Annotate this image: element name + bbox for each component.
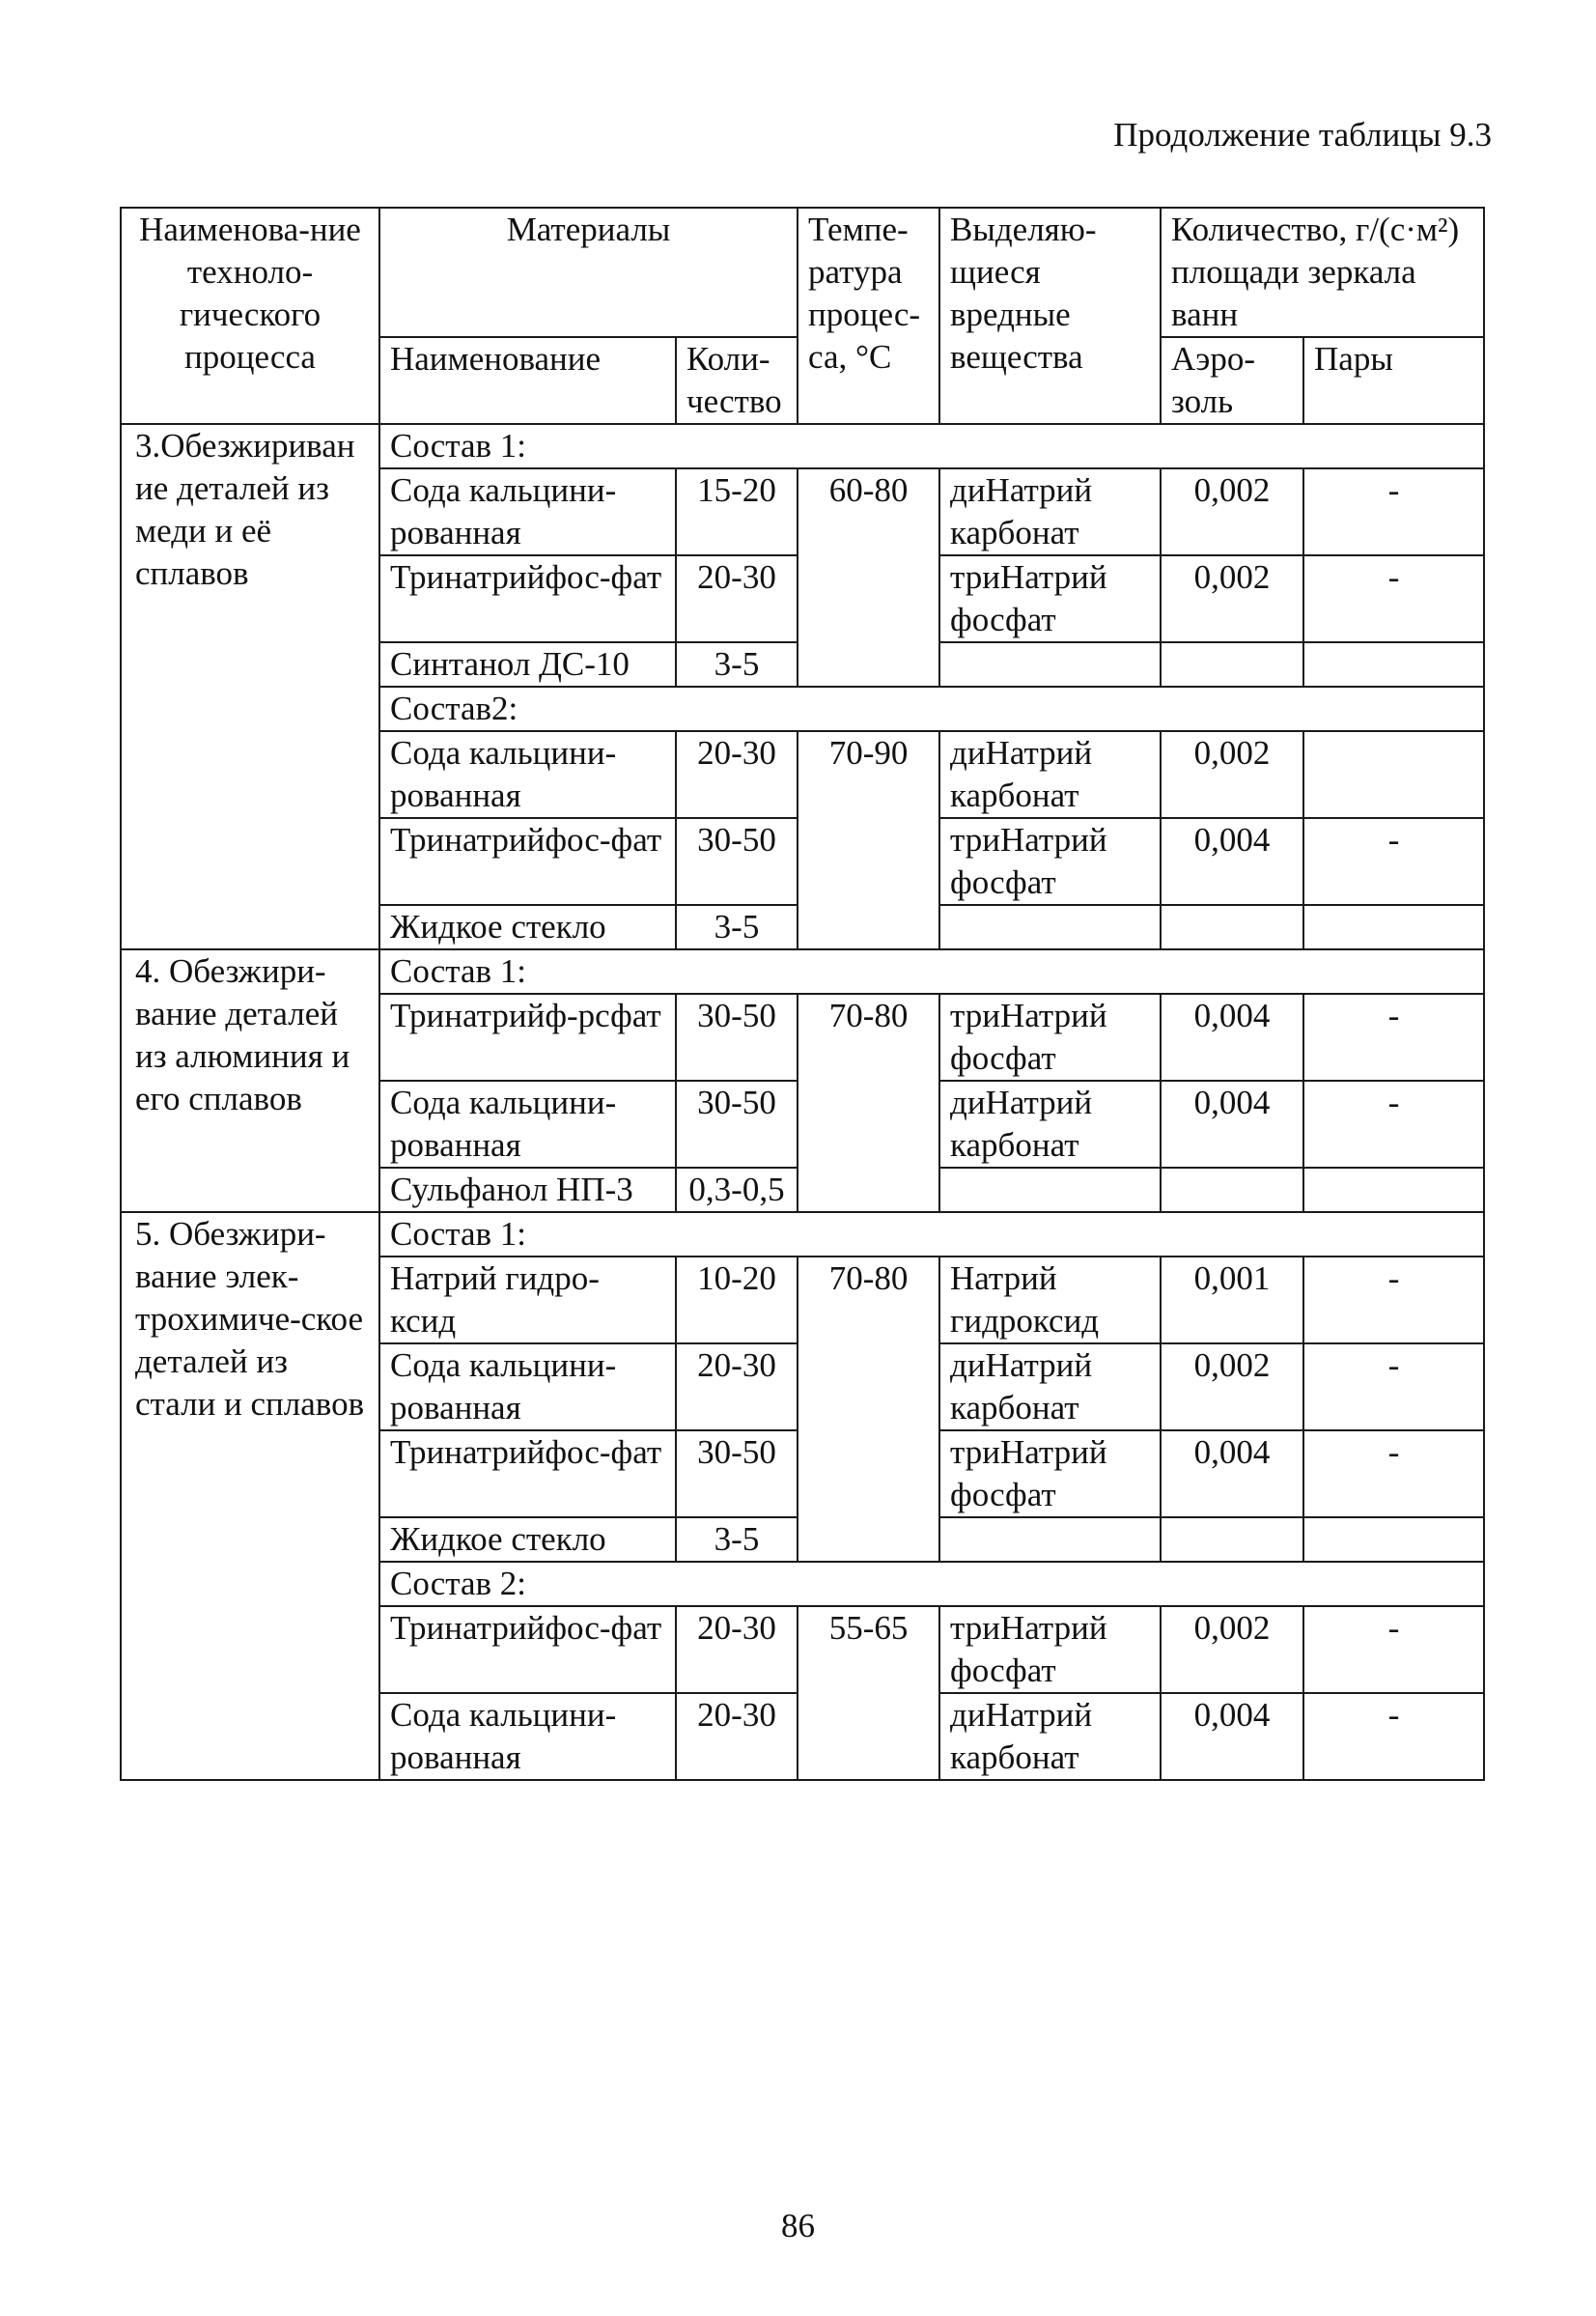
header-substances: Выделяю-щиеся вредные вещества — [939, 208, 1161, 424]
material-name: Тринатрийфос-фат — [379, 818, 676, 905]
header-process: Наименова-ние техноло-гического процесса — [121, 208, 379, 424]
vapors-value: - — [1303, 1257, 1484, 1343]
material-qty: 30-50 — [676, 1430, 798, 1517]
material-name: Синтанол ДС-10 — [379, 642, 676, 687]
material-name: Тринатрийфос-фат — [379, 1606, 676, 1693]
material-qty: 30-50 — [676, 818, 798, 905]
material-qty: 20-30 — [676, 555, 798, 642]
material-name: Тринатрийф-рсфат — [379, 994, 676, 1081]
material-qty: 20-30 — [676, 1606, 798, 1693]
aerosol-value: 0,002 — [1161, 1606, 1303, 1693]
vapors-value — [1303, 905, 1484, 949]
aerosol-value: 0,002 — [1161, 1343, 1303, 1430]
vapors-value: - — [1303, 1606, 1484, 1693]
vapors-value: - — [1303, 555, 1484, 642]
material-qty: 10-20 — [676, 1257, 798, 1343]
header-materials: Материалы — [379, 208, 798, 337]
material-name: Жидкое стекло — [379, 905, 676, 949]
vapors-value: - — [1303, 994, 1484, 1081]
harmful-substance: триНатрий фосфат — [939, 818, 1161, 905]
harmful-substance — [939, 1517, 1161, 1562]
harmful-substance — [939, 642, 1161, 687]
vapors-value: - — [1303, 468, 1484, 555]
aerosol-value: 0,002 — [1161, 555, 1303, 642]
aerosol-value: 0,002 — [1161, 468, 1303, 555]
material-name: Сода кальцини-рованная — [379, 1693, 676, 1780]
process-temperature: 70-90 — [798, 731, 939, 949]
aerosol-value: 0,004 — [1161, 818, 1303, 905]
process-name: 4. Обезжири-вание деталей из алюминия и его сплавов — [121, 949, 379, 1212]
material-name: Сода кальцини-рованная — [379, 1343, 676, 1430]
material-name: Сульфанол НП-3 — [379, 1168, 676, 1212]
vapors-value: - — [1303, 1081, 1484, 1168]
composition-title: Состав 1: — [379, 949, 1484, 994]
harmful-substance — [939, 1168, 1161, 1212]
composition-title: Состав 1: — [379, 1212, 1484, 1257]
aerosol-value: 0,004 — [1161, 1693, 1303, 1780]
aerosol-value — [1161, 1517, 1303, 1562]
material-name: Тринатрийфос-фат — [379, 555, 676, 642]
header-vapors: Пары — [1303, 337, 1484, 424]
material-qty: 30-50 — [676, 1081, 798, 1168]
material-name: Тринатрийфос-фат — [379, 1430, 676, 1517]
material-qty: 20-30 — [676, 1693, 798, 1780]
material-qty: 3-5 — [676, 905, 798, 949]
header-temperature: Темпе-ратура процес-са, °С — [798, 208, 939, 424]
materials-table — [120, 207, 1485, 1781]
page-number: 86 — [781, 2207, 815, 2245]
composition-title-row — [121, 424, 1484, 468]
aerosol-value — [1161, 1168, 1303, 1212]
vapors-value — [1303, 1168, 1484, 1212]
material-qty: 3-5 — [676, 642, 798, 687]
material-qty: 20-30 — [676, 731, 798, 818]
process-name: 5. Обезжири-вание элек-трохимиче-ское деталей из стали и сплавов — [121, 1212, 379, 1780]
composition-title-row — [121, 949, 1484, 994]
aerosol-value: 0,002 — [1161, 731, 1303, 818]
process-temperature: 60-80 — [798, 468, 939, 687]
harmful-substance: триНатрий фосфат — [939, 555, 1161, 642]
material-name: Сода кальцини-рованная — [379, 731, 676, 818]
header-aerosol: Аэро-золь — [1161, 337, 1303, 424]
header-material-name: Наименование — [379, 337, 676, 424]
vapors-value — [1303, 731, 1484, 818]
process-temperature: 70-80 — [798, 994, 939, 1212]
harmful-substance: триНатрий фосфат — [939, 1606, 1161, 1693]
composition-title: Состав 2: — [379, 1562, 1484, 1606]
material-qty: 30-50 — [676, 994, 798, 1081]
material-qty: 0,3-0,5 — [676, 1168, 798, 1212]
harmful-substance: диНатрий карбонат — [939, 1693, 1161, 1780]
header-material-qty: Коли-чество — [676, 337, 798, 424]
vapors-value: - — [1303, 1693, 1484, 1780]
material-name: Сода кальцини-рованная — [379, 468, 676, 555]
vapors-value — [1303, 642, 1484, 687]
composition-title: Состав 1: — [379, 424, 1484, 468]
vapors-value: - — [1303, 1430, 1484, 1517]
material-qty: 3-5 — [676, 1517, 798, 1562]
material-name: Жидкое стекло — [379, 1517, 676, 1562]
harmful-substance: триНатрий фосфат — [939, 994, 1161, 1081]
process-name: 3.Обезжиривание деталей из меди и её сплавов — [121, 424, 379, 949]
harmful-substance: диНатрий карбонат — [939, 731, 1161, 818]
material-qty: 20-30 — [676, 1343, 798, 1430]
material-name: Натрий гидро-ксид — [379, 1257, 676, 1343]
table-caption: Продолжение таблицы 9.3 — [1113, 116, 1492, 154]
aerosol-value — [1161, 905, 1303, 949]
aerosol-value: 0,004 — [1161, 1081, 1303, 1168]
harmful-substance: диНатрий карбонат — [939, 1081, 1161, 1168]
composition-title-row — [121, 1212, 1484, 1257]
harmful-substance: триНатрий фосфат — [939, 1430, 1161, 1517]
header-row-1 — [121, 208, 1484, 337]
aerosol-value: 0,004 — [1161, 1430, 1303, 1517]
harmful-substance — [939, 905, 1161, 949]
material-qty: 15-20 — [676, 468, 798, 555]
harmful-substance: диНатрий карбонат — [939, 1343, 1161, 1430]
header-amount: Количество, г/(с·м²) площади зеркала ванн — [1161, 208, 1484, 337]
vapors-value — [1303, 1517, 1484, 1562]
vapors-value: - — [1303, 1343, 1484, 1430]
material-name: Сода кальцини-рованная — [379, 1081, 676, 1168]
process-temperature: 70-80 — [798, 1257, 939, 1562]
harmful-substance: Натрий гидроксид — [939, 1257, 1161, 1343]
aerosol-value: 0,001 — [1161, 1257, 1303, 1343]
process-temperature: 55-65 — [798, 1606, 939, 1780]
aerosol-value: 0,004 — [1161, 994, 1303, 1081]
harmful-substance: диНатрий карбонат — [939, 468, 1161, 555]
vapors-value: - — [1303, 818, 1484, 905]
aerosol-value — [1161, 642, 1303, 687]
composition-title: Состав2: — [379, 687, 1484, 731]
